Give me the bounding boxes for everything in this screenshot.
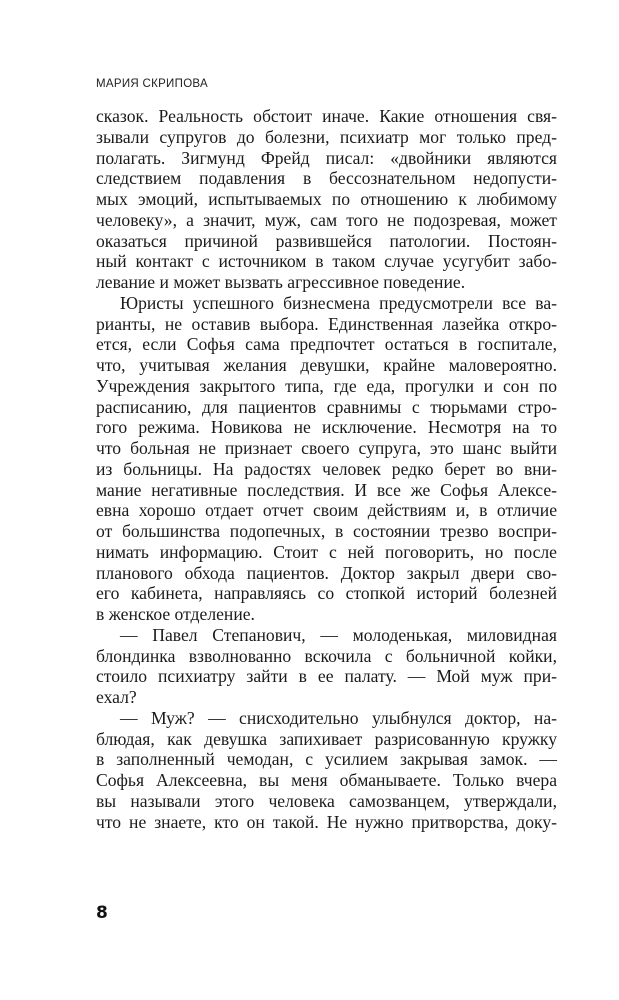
body-text [96, 106, 557, 832]
text-line: от большинства подопечных, в состоянии трезво воспри- [96, 521, 557, 541]
paragraph [96, 106, 557, 293]
text-line: рианты, не оставив выбора. Единственная лазейка откро- [96, 313, 557, 334]
text-line: следствием подавления в бессознательном недопусти- [96, 168, 557, 189]
paragraph [96, 708, 557, 833]
text-line: расписанию, для пациентов сравнимы с тюрьмами стро- [96, 396, 557, 417]
text-line: планового обхода пациентов. Доктор закрыл двери сво- [96, 562, 557, 583]
paragraph [96, 625, 557, 708]
text-line: человеку», а значит, муж, сам того не подозревая, может [96, 209, 557, 230]
text-line: в заполненный чемодан, с усилием закрывая замок. — [96, 749, 557, 770]
text-line: Учреждения закрытого типа, где еда, прогулки и сон по [96, 375, 557, 396]
text-line: левание и может вызвать агрессивное поведение. [96, 272, 466, 292]
text-line: зывали супругов до болезни, психиатр мог только пред- [96, 126, 557, 147]
text-line: что не знаете, кто он такой. Не нужно притворства, доку- [96, 811, 557, 832]
text-line: Софья Алексеевна, вы меня обманываете. Только вчера [96, 770, 557, 790]
text-line: — Муж? — снисходительно улыбнулся доктор, на- [120, 707, 557, 728]
text-line: блондинка взволнованно вскочила с больничной койки, [96, 645, 557, 666]
text-line: мых эмоций, испытываемых по отношению к любимому [96, 189, 557, 209]
text-line: блюдая, как девушка запихивает разрисованную кружку [96, 728, 557, 749]
text-line: гого режима. Новикова не исключение. Несмотря на то [96, 417, 557, 438]
text-line: нимать информацию. Стоит с ней поговорить, но после [96, 541, 557, 562]
text-line: что, учитывая желания девушки, крайне маловероятно. [96, 355, 557, 375]
page-number: 8 [96, 903, 108, 923]
text-line: оказаться причиной развившейся патологии. Постоян- [96, 230, 557, 251]
text-line: ехал? [96, 687, 137, 707]
text-line: мание негативные последствия. И все же Софья Алексе- [96, 479, 557, 500]
paragraph [96, 293, 557, 625]
text-line: Юристы успешного бизнесмена предусмотрели все ва- [120, 292, 557, 313]
text-line: полагать. Зигмунд Фрейд писал: «двойники являются [96, 147, 557, 168]
running-header-author: МАРИЯ СКРИПОВА [96, 78, 208, 90]
text-line: из больницы. На радостях человек редко берет во вни- [96, 458, 557, 479]
text-line: ный контакт с источником в таком случае усугубит забо- [96, 251, 557, 272]
text-line: вы называли этого человека самозванцем, утверждали, [96, 790, 557, 811]
text-line: в женское отделение. [96, 604, 255, 624]
text-line: его кабинета, направляясь со стопкой историй болезней [96, 583, 557, 604]
text-line: стоило психиатру зайти в ее палату. — Мой муж при- [96, 666, 557, 687]
text-line: сказок. Реальность обстоит иначе. Какие отношения свя- [96, 106, 557, 126]
text-line: что больная не признает своего супруга, это шанс выйти [96, 438, 557, 458]
text-line: — Павел Степанович, — молоденькая, миловидная [120, 624, 557, 645]
text-line: ется, если Софья сама предпочтет остаться в госпитале, [96, 334, 557, 355]
text-line: евна хорошо отдает отчет своим действиям и, в отличие [96, 500, 557, 521]
